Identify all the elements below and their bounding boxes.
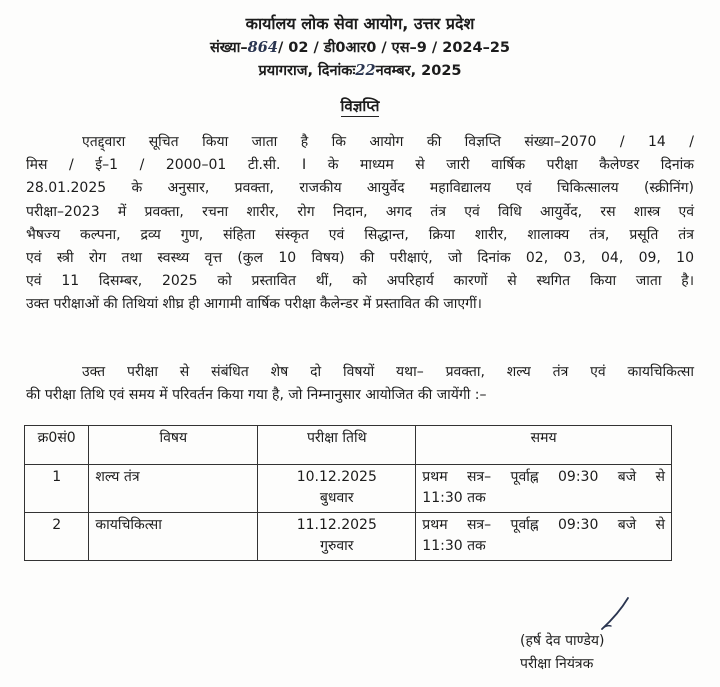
date-handwritten: 22 [355, 62, 376, 79]
paragraph-schedule-change [26, 361, 694, 407]
schedule-table [24, 425, 672, 561]
header-exam-date: परीक्षा तिथि [258, 426, 416, 465]
row-serial: 2 [25, 513, 89, 561]
notice-title-text: विज्ञप्ति [340, 97, 380, 115]
row-time-line2: 11:30 तक [422, 490, 486, 506]
reference-suffix: / 02 / डी0आर0 / एस–9 / 2024–25 [277, 40, 511, 56]
row-date-cell [258, 465, 416, 513]
row-time-line2: 11:30 तक [422, 538, 486, 554]
signatory-designation: परीक्षा नियंत्रक [520, 656, 594, 672]
table-header-row [25, 426, 672, 465]
reference-handwritten-number: 864 [247, 39, 278, 56]
row-time-line1: प्रथम सत्र– पूर्वाह्न 09:30 बजे से [422, 469, 665, 485]
header-serial: क्र0सं0 [25, 426, 89, 465]
signatory-name: (हर्ष देव पाण्डेय) [520, 633, 605, 649]
paragraph1-line: उक्त परीक्षाओं की तिथियां शीघ्र ही आगामी वार्षिक परीक्षा कैलेन्डर में प्रस्तावित की जाएगीं। [26, 296, 482, 313]
table-row [25, 465, 672, 513]
paragraph1-line: एवं स्त्री रोग तथा स्वस्थ्य वृत्त (कुल 10 विषय) की परीक्षाएं, जो दिनांक 02, 03, 04, 09, 10 [26, 250, 694, 267]
paragraph1-line: 28.01.2025 के अनुसार, प्रवक्ता, राजकीय आयुर्वेद महाविद्यालय एवं चिकित्सालय (स्क्रीनिंग) [26, 180, 694, 197]
row-day: बुधवार [319, 490, 354, 506]
paragraph1-line: भैषज्य कल्पना, द्रव्य गुण, संहिता संस्कृत एवं सिद्धान्त, क्रिया शारीर, शालाक्य तंत्र, प्रसूति तंत्र [26, 226, 694, 243]
row-subject: कायचिकित्सा [89, 513, 258, 561]
paragraph2-line: की परीक्षा तिथि एवं समय में परिवर्तन किया गया है, जो निम्नानुसार आयोजित की जायेंगी :– [26, 387, 487, 404]
reference-prefix: संख्या– [209, 40, 248, 56]
office-name: कार्यालय लोक सेवा आयोग, उत्तर प्रदेश [245, 14, 475, 33]
reference-number [0, 37, 720, 57]
table-row [25, 513, 672, 561]
row-date: 11.12.2025 [296, 517, 377, 533]
place-date [0, 60, 720, 80]
paragraph1-line: एवं 11 दिसम्बर, 2025 को प्रस्तावित थीं, को अपरिहार्य कारणों से स्थगित किया जाता है। [26, 273, 694, 290]
paragraph1-line: एतद्द्वारा सूचित किया जाता है कि आयोग की विज्ञप्ति संख्या–2070 / 14 / [82, 134, 694, 150]
paragraph-postponement [26, 131, 694, 317]
notice-title [0, 96, 720, 116]
row-serial: 1 [25, 465, 89, 513]
row-subject: शल्य तंत्र [89, 465, 258, 513]
row-day: गुरुवार [320, 538, 354, 554]
paragraph2-line: उक्त परीक्षा से संबंधित शेष दो विषयों यथा– प्रवक्ता, शल्य तंत्र एवं कायचिकित्सा [82, 364, 694, 380]
row-time-line1: प्रथम सत्र– पूर्वाह्न 09:30 बजे से [422, 517, 665, 533]
header-time: समय [416, 426, 672, 465]
header-subject: विषय [89, 426, 258, 465]
place-date-prefix: प्रयागराज, दिनांकः [258, 63, 356, 79]
signature-block [520, 630, 604, 676]
place-date-suffix: नवम्बर, 2025 [375, 63, 462, 79]
row-time-cell [416, 465, 672, 513]
paragraph1-line: मिस / ई–1 / 2000–01 टी.सी. I के माध्यम से जारी वार्षिक परीक्षा कैलेण्डर दिनांक [26, 157, 694, 174]
row-time-cell [416, 513, 672, 561]
row-date: 10.12.2025 [296, 469, 377, 485]
signature-mark [596, 596, 636, 632]
paragraph1-line: परीक्षा–2023 में प्रवक्ता, रचना शारीर, रोग निदान, अगद तंत्र एवं विधि आयुर्वेद, रस शास्त्र एवं [26, 203, 694, 220]
row-date-cell [258, 513, 416, 561]
